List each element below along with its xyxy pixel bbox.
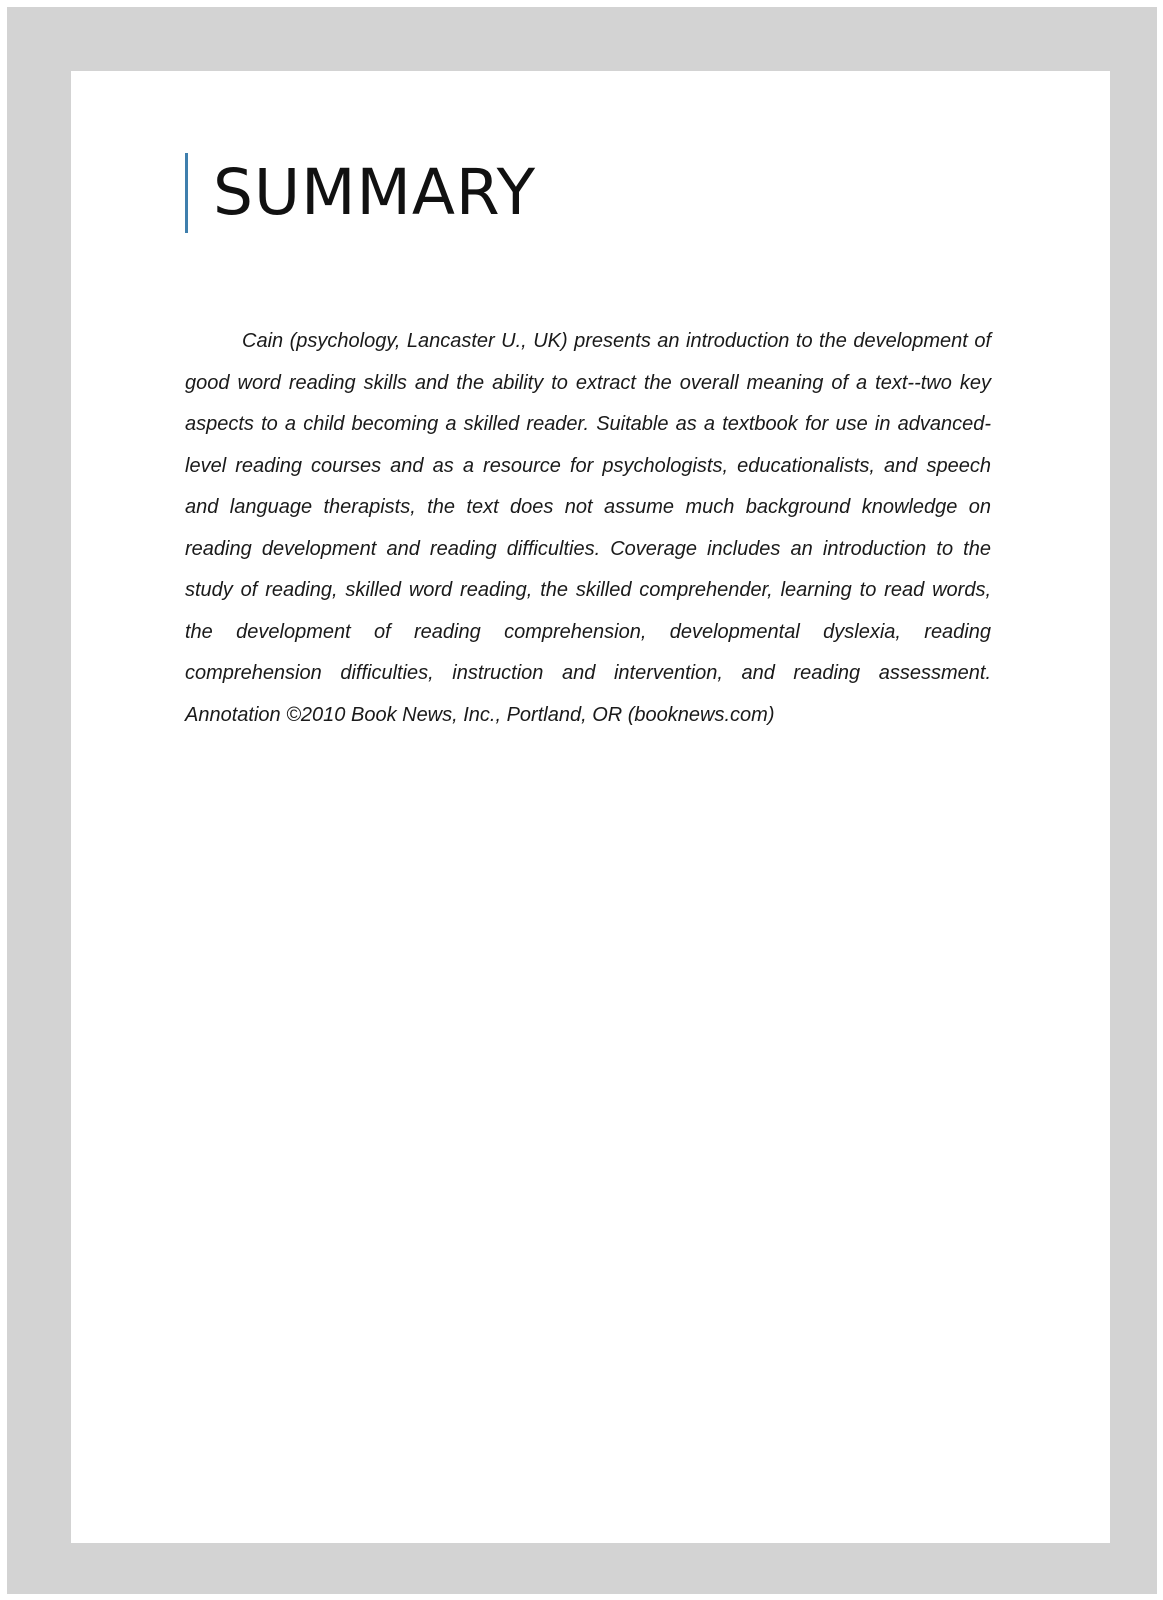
page-title: SUMMARY xyxy=(213,156,537,229)
title-accent-bar xyxy=(185,153,188,233)
page-frame xyxy=(7,7,1157,1594)
title-block xyxy=(185,153,536,233)
document-page xyxy=(71,71,1110,1543)
summary-paragraph: Cain (psychology, Lancaster U., UK) presents an introduction to the development of good word reading skills and the ability to extract the overall meaning of a text--two key aspects to a child becoming a skilled reader. Suitable as a textbook for use in advanced-level reading courses and as a resource for psychologists, educationalists, and speech and language therapists, the text does not assume much background knowledge on reading development and reading difficulties. Coverage includes an introduction to the study of reading, skilled word reading, the skilled comprehender, learning to read words, the development of reading comprehension, developmental dyslexia, reading comprehension difficulties, instruction and intervention, and reading assessment. Annotation ©2010 Book News, Inc., Portland, OR (booknews.com) xyxy=(185,330,991,726)
